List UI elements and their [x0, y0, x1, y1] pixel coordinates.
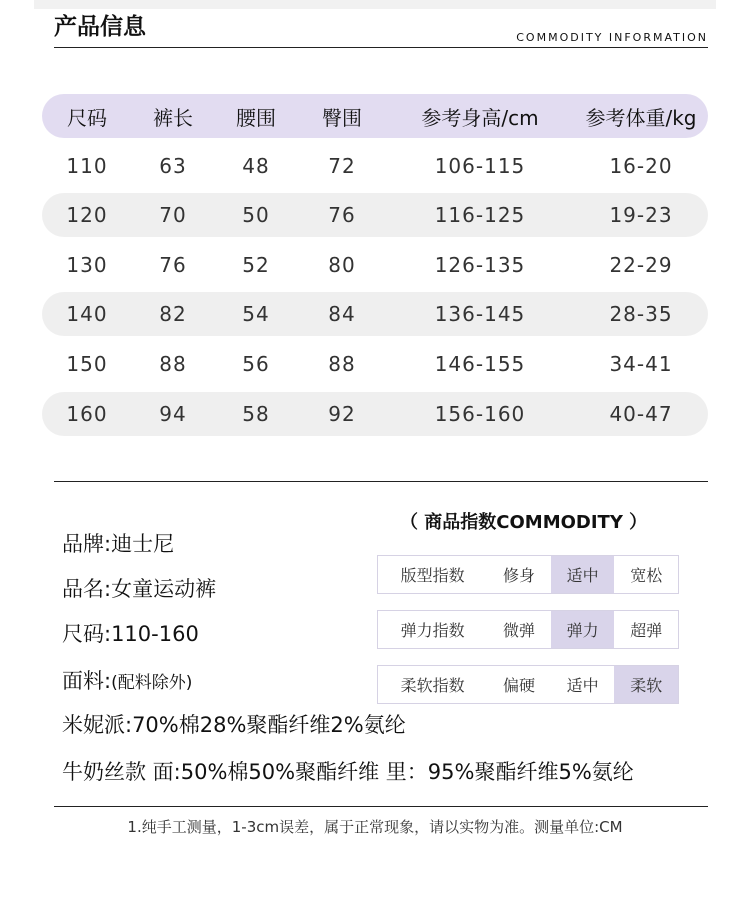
table-cell: 19-23 — [609, 203, 673, 228]
size-range-text: 尺码:110-160 — [62, 622, 199, 646]
table-cell: 63 — [159, 153, 187, 178]
table-cell: 146-155 — [434, 351, 526, 376]
header-cell: 裤长 — [153, 105, 193, 130]
index-label: 版型指数 — [400, 566, 465, 585]
header-cell: 参考体重/kg — [585, 105, 697, 130]
header-cell: 尺码 — [67, 105, 107, 130]
table-cell: 56 — [242, 351, 270, 376]
header-cell: 腰围 — [236, 105, 276, 130]
table-row — [42, 292, 708, 336]
table-cell: 92 — [328, 401, 356, 426]
table-cell: 140 — [66, 302, 108, 327]
index-option-selected: 柔软 — [614, 666, 678, 703]
index-label: 弹力指数 — [400, 621, 465, 640]
index-option: 超弹 — [630, 621, 663, 640]
table-cell: 160 — [66, 401, 108, 426]
index-title: （ 商品指数COMMODITY ） — [400, 512, 648, 533]
fabric-milk-silk-text: 牛奶丝款 面:50%棉50%聚酯纤维 里：95%聚酯纤维5%氨纶 — [62, 760, 634, 784]
table-row — [42, 243, 708, 287]
table-cell: 88 — [159, 351, 187, 376]
header-cell: 参考身高/cm — [421, 105, 539, 130]
table-cell: 16-20 — [609, 153, 673, 178]
table-cell: 76 — [328, 203, 356, 228]
index-option: 宽松 — [630, 566, 663, 585]
table-cell: 54 — [242, 302, 270, 327]
product-name-text: 品名:女童运动裤 — [62, 577, 217, 601]
page-title: 产品信息 — [54, 14, 146, 40]
index-label: 柔软指数 — [400, 676, 465, 695]
index-option-selected: 弹力 — [551, 611, 615, 648]
table-cell: 34-41 — [609, 351, 673, 376]
fabric-minnie-text: 米妮派:70%棉28%聚酯纤维2%氨纶 — [62, 713, 406, 737]
table-cell: 28-35 — [609, 302, 673, 327]
table-cell: 70 — [159, 203, 187, 228]
table-cell: 58 — [242, 401, 270, 426]
size-table-header — [42, 94, 708, 138]
fabric-note: (配料除外) — [111, 673, 193, 693]
table-row — [42, 193, 708, 237]
table-cell: 48 — [242, 153, 270, 178]
table-row — [42, 392, 708, 436]
elasticity-index-row — [377, 610, 679, 649]
table-cell: 120 — [66, 203, 108, 228]
table-cell: 126-135 — [434, 252, 526, 277]
table-cell: 22-29 — [609, 252, 673, 277]
fabric-line — [62, 665, 192, 695]
brand-text: 品牌:迪士尼 — [62, 532, 175, 556]
fit-index-row — [377, 555, 679, 594]
page-subtitle: COMMODITY INFORMATION — [516, 31, 708, 44]
index-option-selected: 适中 — [551, 556, 615, 593]
table-row — [42, 342, 708, 386]
footer-divider — [54, 806, 708, 807]
table-cell: 84 — [328, 302, 356, 327]
table-cell: 82 — [159, 302, 187, 327]
fabric-label: 面料: — [62, 669, 112, 693]
index-option: 修身 — [503, 566, 536, 585]
table-cell: 80 — [328, 252, 356, 277]
table-cell: 116-125 — [434, 203, 526, 228]
table-cell: 106-115 — [434, 153, 526, 178]
table-cell: 110 — [66, 153, 108, 178]
table-cell: 72 — [328, 153, 356, 178]
table-cell: 52 — [242, 252, 270, 277]
measurement-note: 1.纯手工测量，1-3cm误差，属于正常现象，请以实物为准。测量单位:CM — [127, 818, 623, 836]
table-cell: 94 — [159, 401, 187, 426]
index-option: 适中 — [566, 676, 599, 695]
table-cell: 88 — [328, 351, 356, 376]
table-row — [42, 144, 708, 188]
index-option: 偏硬 — [503, 676, 536, 695]
softness-index-row — [377, 665, 679, 704]
table-cell: 76 — [159, 252, 187, 277]
table-cell: 130 — [66, 252, 108, 277]
table-cell: 40-47 — [609, 401, 673, 426]
section-divider — [54, 481, 708, 482]
table-cell: 150 — [66, 351, 108, 376]
size-table — [42, 94, 708, 441]
table-cell: 50 — [242, 203, 270, 228]
header-cell: 臀围 — [322, 105, 362, 130]
table-cell: 156-160 — [434, 401, 526, 426]
header-divider — [54, 47, 708, 48]
table-cell: 136-145 — [434, 302, 526, 327]
index-option: 微弹 — [503, 621, 536, 640]
